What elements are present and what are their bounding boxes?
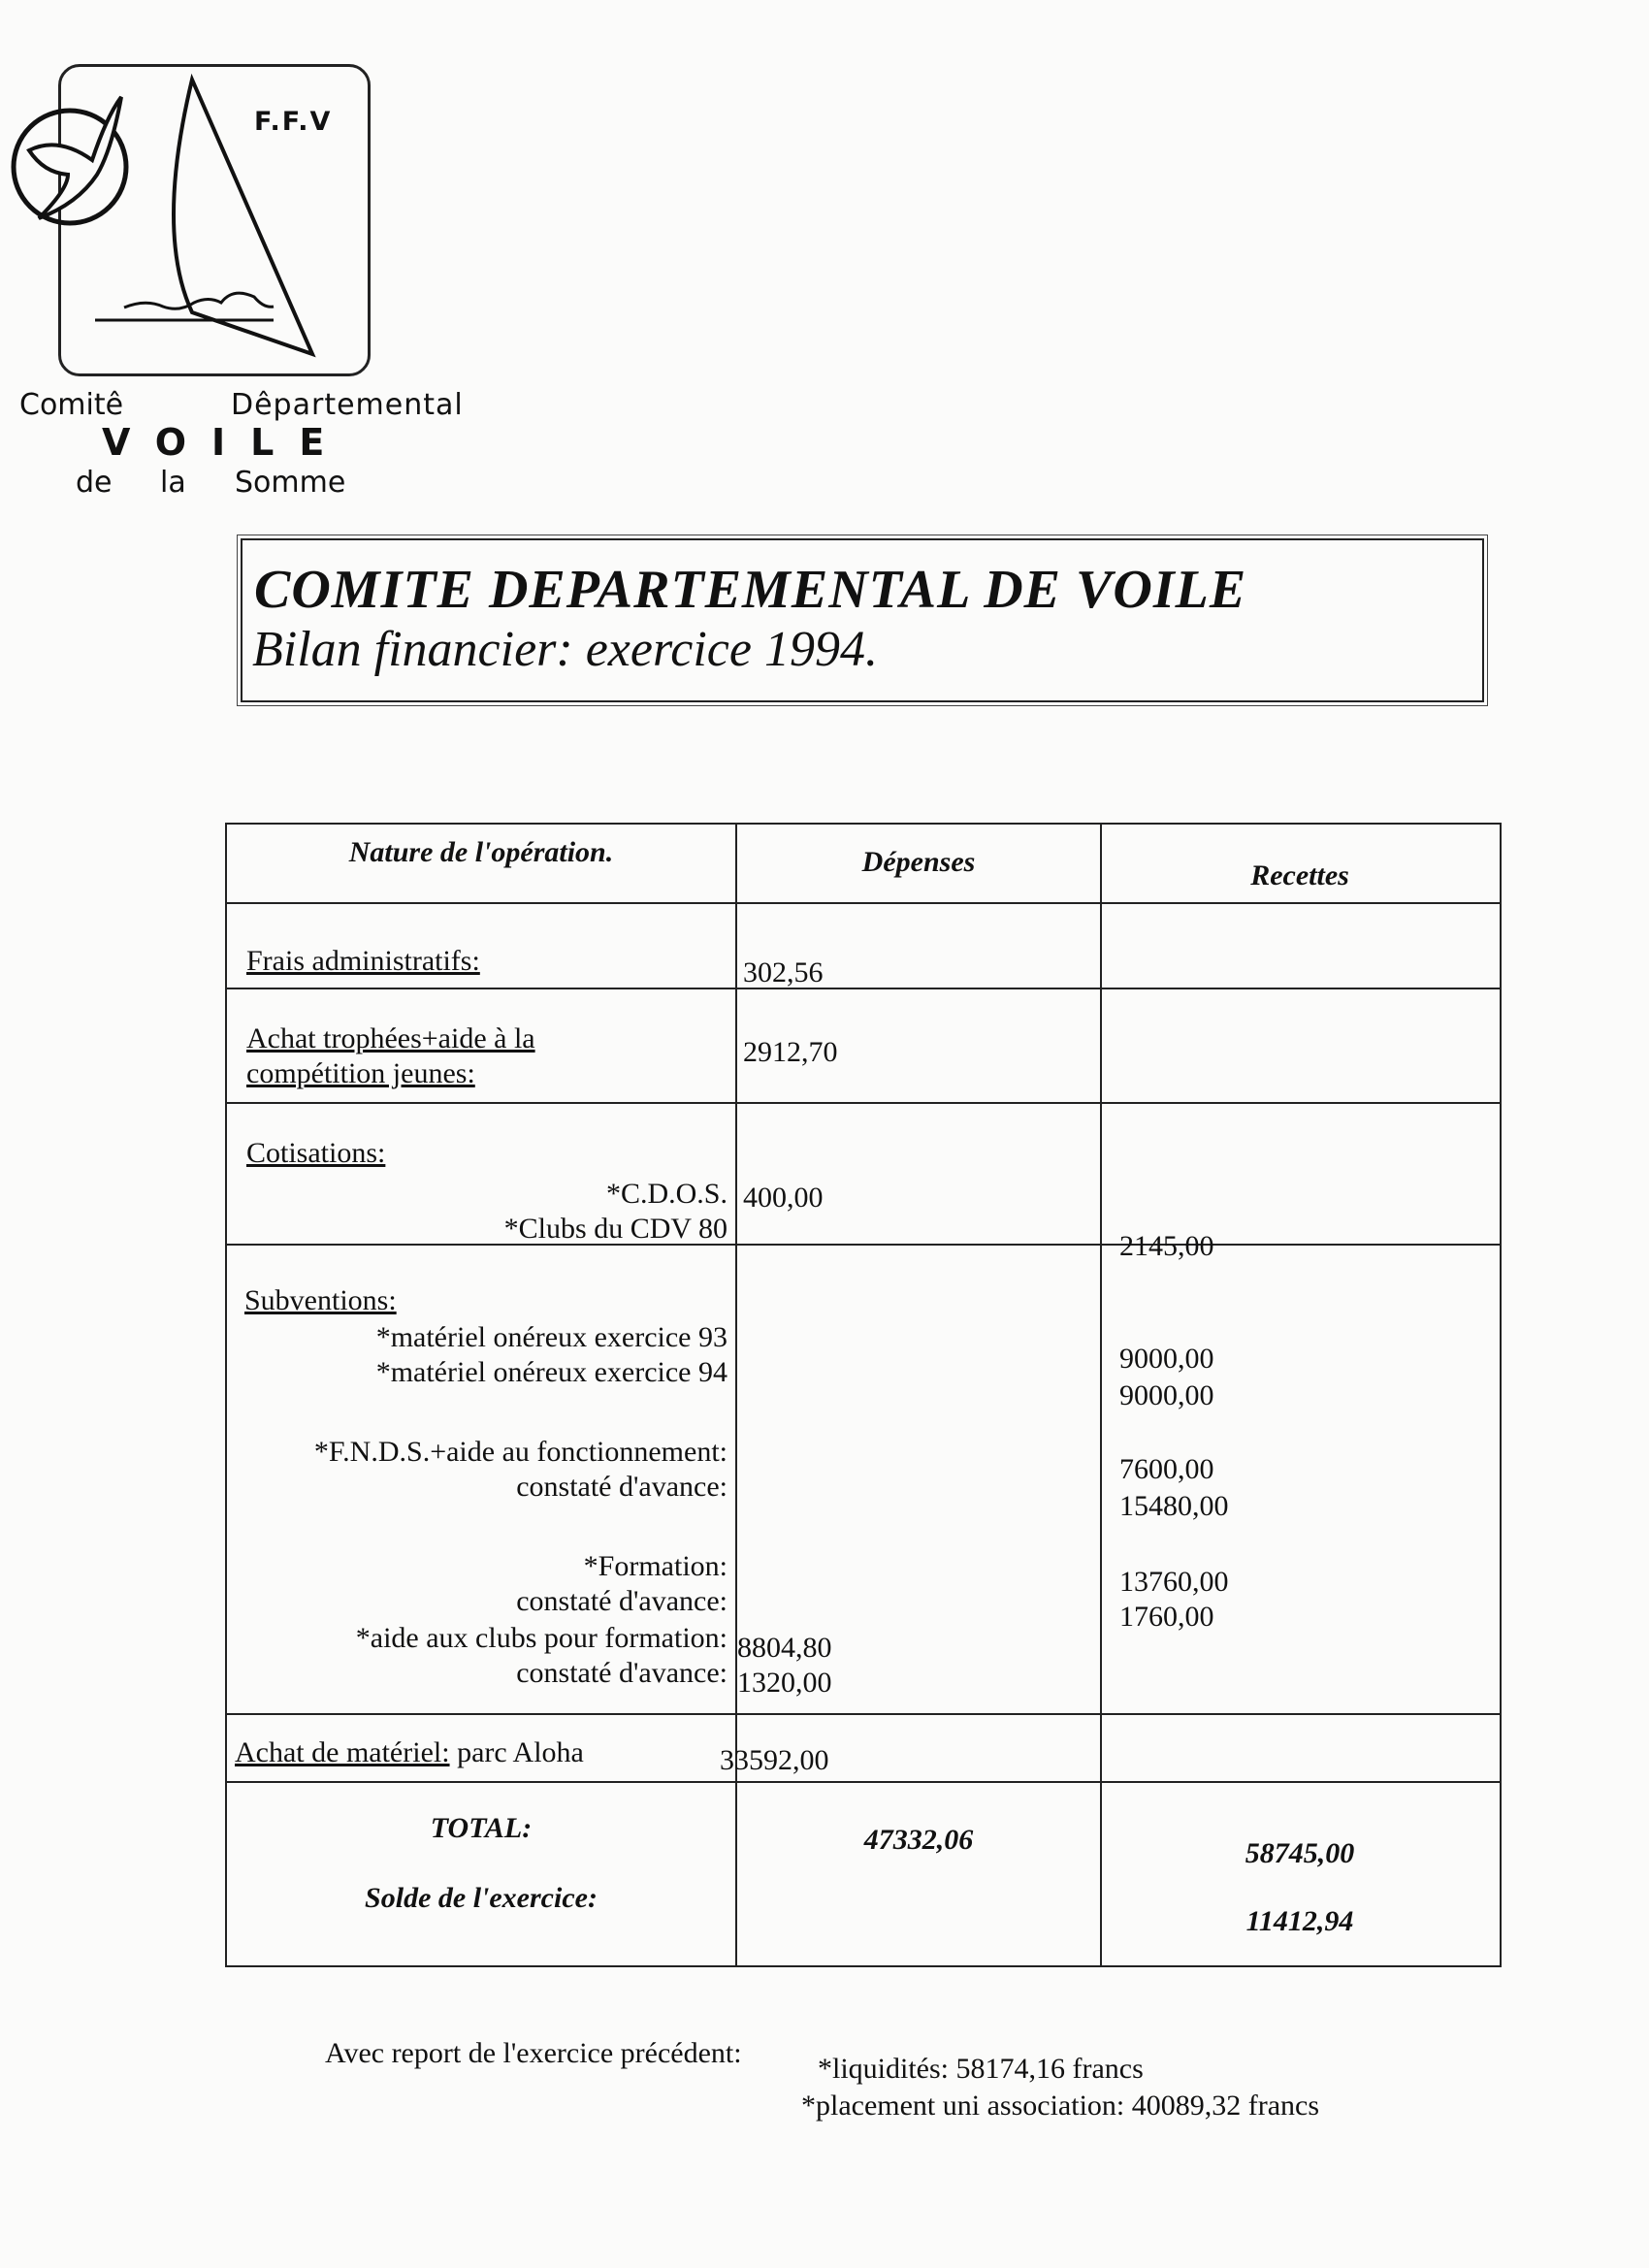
row-materiel-label-rest: parc Aloha xyxy=(457,1736,584,1768)
row-formation-recettes: 13760,00 xyxy=(1119,1566,1229,1598)
row-fnds-avance-label: constaté d'avance: xyxy=(516,1471,728,1503)
financial-table xyxy=(225,823,1502,1967)
row-formation-label: *Formation: xyxy=(583,1550,728,1582)
row-divider xyxy=(227,1244,1500,1246)
footer-intro: Avec report de l'exercice précédent: xyxy=(325,2037,742,2069)
letterhead-la: la xyxy=(160,466,186,500)
row-mat94-recettes: 9000,00 xyxy=(1119,1379,1214,1411)
row-materiel-label-underlined: Achat de matériel: xyxy=(235,1736,450,1768)
row-achat-depenses: 2912,70 xyxy=(743,1036,838,1068)
letterhead-voile: VOILE xyxy=(102,421,350,464)
column-divider xyxy=(735,825,737,1965)
total-recettes: 58745,00 xyxy=(1245,1837,1355,1869)
header-depenses: Dépenses xyxy=(861,846,976,878)
document-title: COMITE DEPARTEMENTAL DE VOILE xyxy=(254,560,1247,620)
row-fnds-avance-recettes: 15480,00 xyxy=(1119,1490,1229,1522)
row-divider xyxy=(227,1781,1500,1783)
letterhead-somme: Somme xyxy=(235,466,346,500)
footer-liquidites: *liquidités: 58174,16 francs xyxy=(818,2053,1144,2085)
row-divider xyxy=(227,1102,1500,1104)
row-clubs-recettes: 2145,00 xyxy=(1119,1230,1214,1262)
footer-placement: *placement uni association: 40089,32 francs xyxy=(801,2090,1320,2122)
column-divider xyxy=(1100,825,1102,1965)
row-aide-avance-label: constaté d'avance: xyxy=(516,1657,728,1689)
row-cotisations-label: Cotisations: xyxy=(246,1137,386,1169)
row-formation-avance-recettes: 1760,00 xyxy=(1119,1601,1214,1633)
row-frais-depenses: 302,56 xyxy=(743,956,824,988)
total-depenses: 47332,06 xyxy=(863,1824,974,1856)
row-materiel-label xyxy=(235,1736,584,1769)
row-divider xyxy=(227,1713,1500,1715)
row-fnds-recettes: 7600,00 xyxy=(1119,1453,1214,1485)
letterhead-departemental: Dêpartemental xyxy=(231,388,464,422)
row-mat93-label: *matériel onéreux exercice 93 xyxy=(375,1321,728,1353)
row-materiel-depenses: 33592,00 xyxy=(720,1744,829,1776)
row-mat93-recettes: 9000,00 xyxy=(1119,1343,1214,1375)
row-divider xyxy=(227,988,1500,989)
row-achat-label-1: Achat trophées+aide à la xyxy=(246,1022,535,1054)
row-divider xyxy=(227,902,1500,904)
row-cdos-depenses: 400,00 xyxy=(743,1182,824,1214)
row-cdos-label: *C.D.O.S. xyxy=(605,1178,728,1210)
row-subventions-label: Subventions: xyxy=(244,1284,397,1316)
row-achat-label-2: compétition jeunes: xyxy=(246,1057,475,1089)
letterhead-de: de xyxy=(76,466,113,500)
row-formation-avance-label: constaté d'avance: xyxy=(516,1585,728,1617)
solde-recettes: 11412,94 xyxy=(1245,1905,1354,1937)
document-subtitle: Bilan financier: exercice 1994. xyxy=(252,622,878,677)
row-fnds-label: *F.N.D.S.+aide au fonctionnement: xyxy=(313,1436,728,1468)
row-frais-label: Frais administratifs: xyxy=(246,945,480,977)
logo-ffv-text: F.F.V xyxy=(254,107,333,137)
header-recettes: Recettes xyxy=(1250,859,1349,891)
row-mat94-label: *matériel onéreux exercice 94 xyxy=(375,1356,728,1388)
total-label: TOTAL: xyxy=(430,1812,533,1844)
solde-label: Solde de l'exercice: xyxy=(365,1882,598,1914)
row-clubs-label: *Clubs du CDV 80 xyxy=(503,1213,728,1245)
row-aide-clubs-depenses: 8804,80 xyxy=(737,1632,832,1664)
header-nature: Nature de l'opération. xyxy=(348,836,614,868)
row-aide-clubs-label: *aide aux clubs pour formation: xyxy=(355,1622,728,1654)
letterhead-comite: Comitê xyxy=(19,388,124,422)
row-aide-avance-depenses: 1320,00 xyxy=(737,1667,832,1699)
